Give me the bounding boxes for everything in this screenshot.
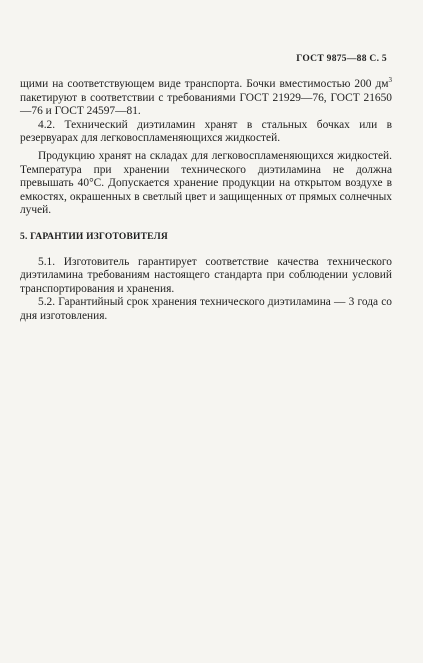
continuation-text: щими на соответствующем виде транспорта. Бочки вместимостью 200 дм [20,78,389,90]
continuation-text-end: пакетируют в соответствии с требованиями ГОСТ 21929—76, ГОСТ 21650—76 и ГОСТ 24597—81. [20,91,392,118]
section4-continuation-paragraph [20,78,392,119]
paragraph-5-2: 5.2. Гарантийный срок хранения технического диэтиламина — 3 года со дня изготовления. [20,296,392,322]
section-5-title: 5. ГАРАНТИИ ИЗГОТОВИТЕЛЯ [20,231,168,242]
paragraph-storage: Продукцию хранят на складах для легковоспламеняющихся жидкостей. Температура при хранении технического диэтиламина не должна превышать 40°С. Допускается хранение продукции на открытом воздухе в емкостях, окрашенных в светлый цвет и защищенных от прямых солнечных лучей. [20,149,392,217]
document-body [20,78,392,324]
paragraph-5-1: 5.1. Изготовитель гарантирует соответствие качества технического диэтиламина требованиям настоящего стандарта при соблюдении условий транспортирования и хранения. [20,255,392,295]
running-header: ГОСТ 9875—88 С. 5 [296,54,387,64]
unit-superscript: 3 [388,76,392,85]
paragraph-4-2: 4.2. Технический диэтиламин хранят в стальных бочках или в резервуарах для легковоспламеняющихся жидкостей. [20,118,392,145]
